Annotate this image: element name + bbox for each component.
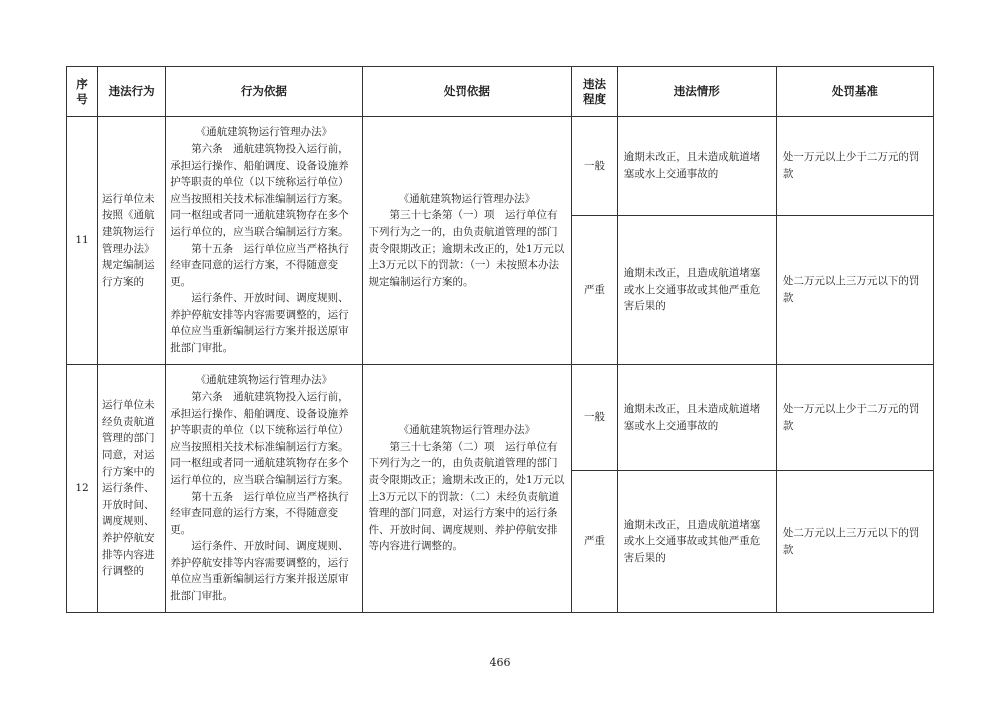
legal-basis	[166, 117, 362, 365]
header-standard: 处罚基准	[776, 67, 933, 117]
row-number: 12	[67, 365, 98, 613]
violation-act: 运行单位未按照《通航建筑物运行管理办法》规定编制运行方案的	[98, 117, 166, 365]
penalty-article-37: 第三十七条第（一）项 运行单位有下列行为之一的，由负责航道管理的部门责令限期改正；逾期未改正的，处1万元以上3万元以下的罚款：（一）未按照本办法规定编制运行方案的。	[368, 209, 565, 288]
header-penalty-basis: 处罚依据	[362, 67, 572, 117]
standard-serious: 处二万元以上三万元以下的罚款	[776, 216, 933, 365]
legal-basis	[166, 365, 362, 613]
violation-act: 运行单位未经负责航道管理的部门同意，对运行方案中的运行条件、开放时间、调度规则、养护停航安排等内容进行调整的	[98, 365, 166, 613]
penalty-basis	[362, 117, 572, 365]
header-basis: 行为依据	[166, 67, 362, 117]
header-case: 违法情形	[617, 67, 776, 117]
basis-article-6: 第六条 通航建筑物投入运行前，承担运行操作、船舶调度、设备设施养护等职责的单位（以下统称运行单位）应当按照相关技术标准编制运行方案。同一枢纽或者同一通航建筑物存在多个运行单位的，应当联合编制运行方案。	[170, 390, 349, 486]
page-number: 466	[489, 656, 511, 669]
row-number: 11	[67, 117, 98, 365]
penalty-table	[66, 66, 934, 613]
case-serious: 逾期未改正，且造成航道堵塞或水上交通事故或其他严重危害后果的	[617, 216, 776, 365]
standard-general: 处一万元以上少于二万元的罚款	[776, 117, 933, 216]
degree-serious: 严重	[572, 216, 617, 365]
basis-adjustment: 运行条件、开放时间、调度规则、养护停航安排等内容需要调整的，运行单位应当重新编制运行方案并报送原审批部门审批。	[170, 540, 349, 603]
table-row	[67, 117, 934, 216]
table-row	[67, 365, 934, 471]
penalty-basis	[362, 365, 572, 613]
basis-article-15: 第十五条 运行单位应当严格执行经审查同意的运行方案，不得随意变更。	[170, 490, 349, 536]
basis-article-6: 第六条 通航建筑物投入运行前，承担运行操作、船舶调度、设备设施养护等职责的单位（以下统称运行单位）应当按照相关技术标准编制运行方案。同一枢纽或者同一通航建筑物存在多个运行单位的，应当联合编制运行方案。	[170, 142, 349, 238]
standard-general: 处一万元以上少于二万元的罚款	[776, 365, 933, 471]
basis-adjustment: 运行条件、开放时间、调度规则、养护停航安排等内容需要调整的，运行单位应当重新编制运行方案并报送原审批部门审批。	[170, 292, 349, 355]
penalty-basis-title: 《通航建筑物运行管理办法》	[398, 424, 536, 437]
standard-serious: 处二万元以上三万元以下的罚款	[776, 471, 933, 613]
degree-serious: 严重	[572, 471, 617, 613]
header-num: 序号	[67, 67, 98, 117]
basis-title: 《通航建筑物运行管理办法》	[195, 126, 333, 139]
basis-article-15: 第十五条 运行单位应当严格执行经审查同意的运行方案，不得随意变更。	[170, 242, 349, 288]
header-degree: 违法程度	[572, 67, 617, 117]
degree-general: 一般	[572, 117, 617, 216]
basis-title: 《通航建筑物运行管理办法》	[195, 374, 333, 387]
header-act: 违法行为	[98, 67, 166, 117]
case-serious: 逾期未改正，且造成航道堵塞或水上交通事故或其他严重危害后果的	[617, 471, 776, 613]
case-general: 逾期未改正，且未造成航道堵塞或水上交通事故的	[617, 117, 776, 216]
penalty-article-37: 第三十七条第（二）项 运行单位有下列行为之一的，由负责航道管理的部门责令限期改正；逾期未改正的，处1万元以上3万元以下的罚款：（二）未经负责航道管理的部门同意，对运行方案中的运行条件、开放时间、调度规则、养护停航安排等内容进行调整的。	[368, 440, 565, 553]
penalty-basis-title: 《通航建筑物运行管理办法》	[398, 192, 536, 205]
degree-general: 一般	[572, 365, 617, 471]
case-general: 逾期未改正，且未造成航道堵塞或水上交通事故的	[617, 365, 776, 471]
header-row	[67, 67, 934, 117]
